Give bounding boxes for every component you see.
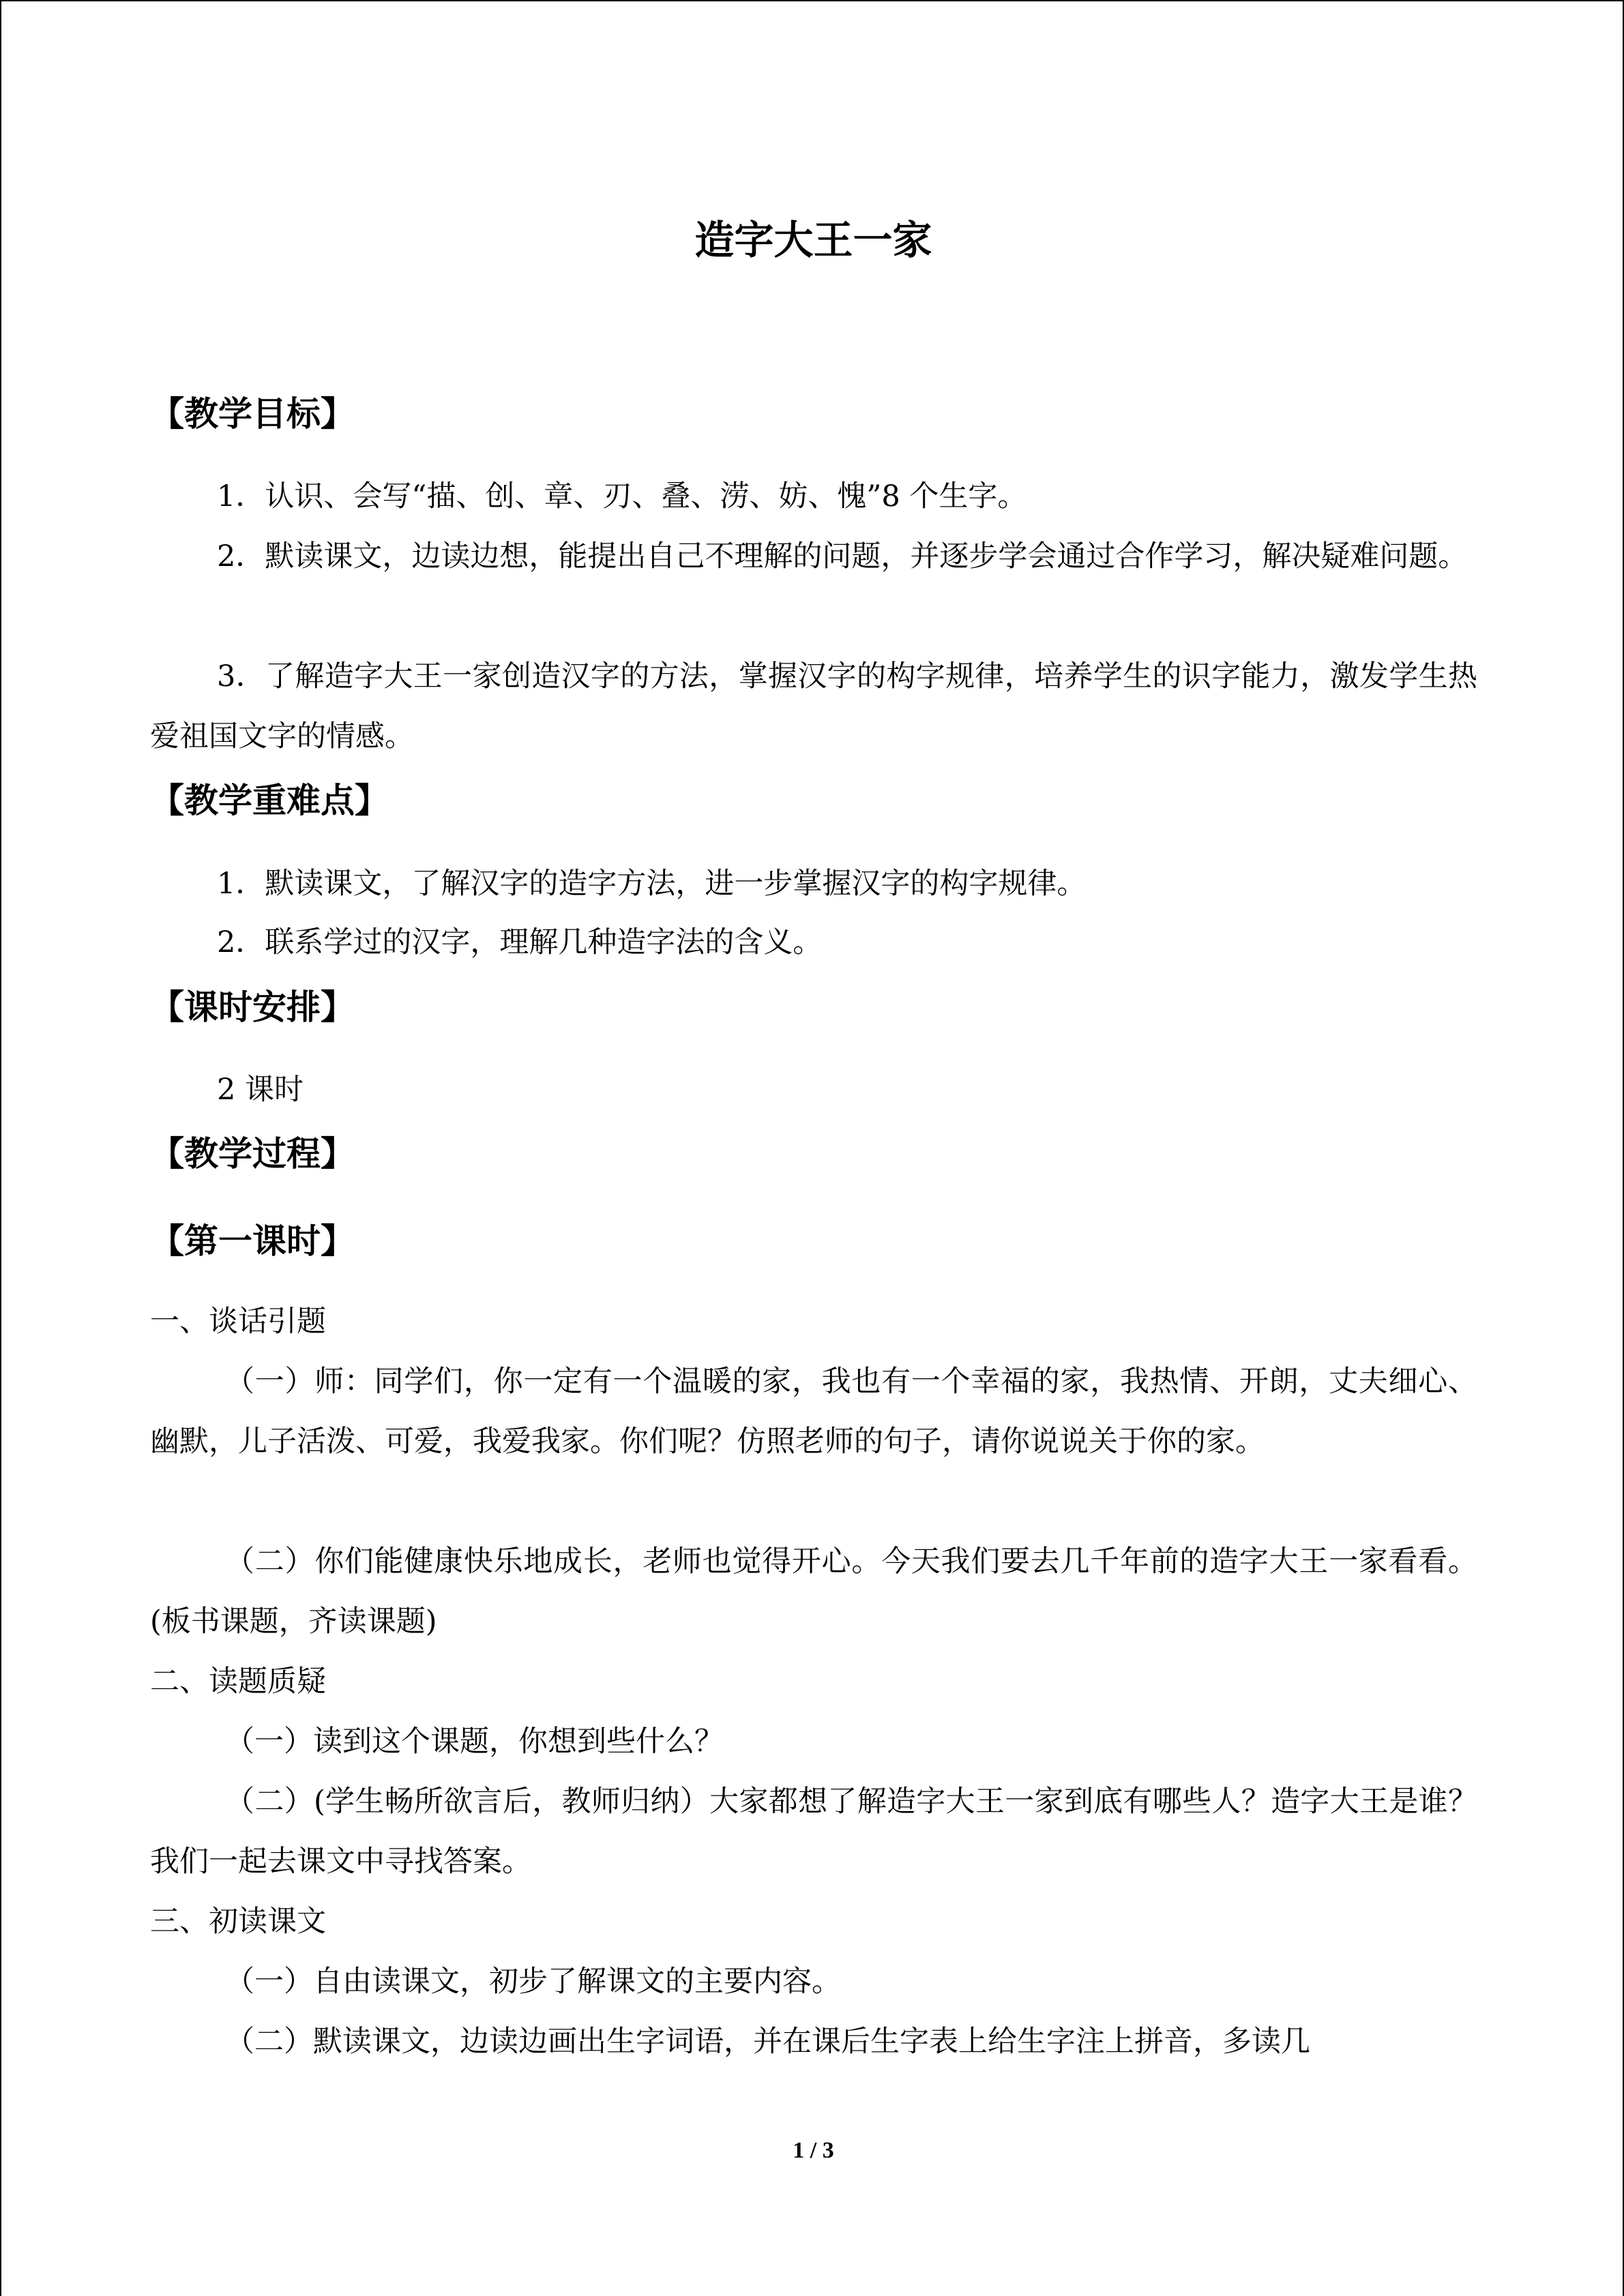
objective-2: 2．默读课文，边读边想，能提出自己不理解的问题，并逐步学会通过合作学习，解决疑难问题。	[217, 539, 1468, 573]
heading-teaching-objectives: 【教学目标】	[150, 394, 355, 434]
heading-key-points: 【教学重难点】	[150, 781, 389, 820]
document-title: 造字大王一家	[694, 217, 932, 263]
section-2-item-2: （二）(学生畅所欲言后，教师归纳）大家都想了解造字大王一家到底有哪些人？造字大王是谁？我们一起去课文中寻找答案。	[150, 1785, 1477, 1879]
page-number: 1 / 3	[793, 2138, 834, 2163]
section-3-item-2: （二）默读课文，边读边画出生字词语，并在课后生字表上给生字注上拼音，多读几	[225, 2025, 1310, 2059]
heading-teaching-process: 【教学过程】	[150, 1134, 355, 1174]
section-3-item-1: （一）自由读课文，初步了解课文的主要内容。	[225, 1965, 841, 1999]
section-title-intro-talk: 一、谈话引题	[150, 1304, 326, 1339]
key-point-2: 2．联系学过的汉字，理解几种造字法的含义。	[217, 925, 823, 959]
key-point-1: 1．默读课文，了解汉字的造字方法，进一步掌握汉字的构字规律。	[217, 867, 1087, 901]
objective-3: 3．了解造字大王一家创造汉字的方法，掌握汉字的构字规律，培养学生的识字能力，激发学生热爱祖国文字的情感。	[150, 659, 1477, 754]
heading-lesson-one: 【第一课时】	[150, 1221, 355, 1261]
section-1-item-1: （一）师：同学们，你一定有一个温暖的家，我也有一个幸福的家，我热情、开朗，丈夫细心、幽默，儿子活泼、可爱，我爱我家。你们呢？仿照老师的句子，请你说说关于你的家。	[150, 1365, 1477, 1459]
section-title-read-question: 二、读题质疑	[150, 1665, 326, 1699]
section-1-item-2: （二）你们能健康快乐地成长，老师也觉得开心。今天我们要去几千年前的造字大王一家看看。(板书课题，齐读课题)	[150, 1545, 1477, 1639]
section-title-first-reading: 三、初读课文	[150, 1905, 326, 1939]
schedule-text: 2 课时	[217, 1073, 304, 1107]
section-2-item-1: （一）读到这个课题，你想到些什么？	[225, 1725, 724, 1759]
heading-schedule: 【课时安排】	[150, 987, 355, 1027]
objective-1: 1．认识、会写“描、创、章、刃、叠、涝、妨、愧”8 个生字。	[217, 479, 1027, 513]
